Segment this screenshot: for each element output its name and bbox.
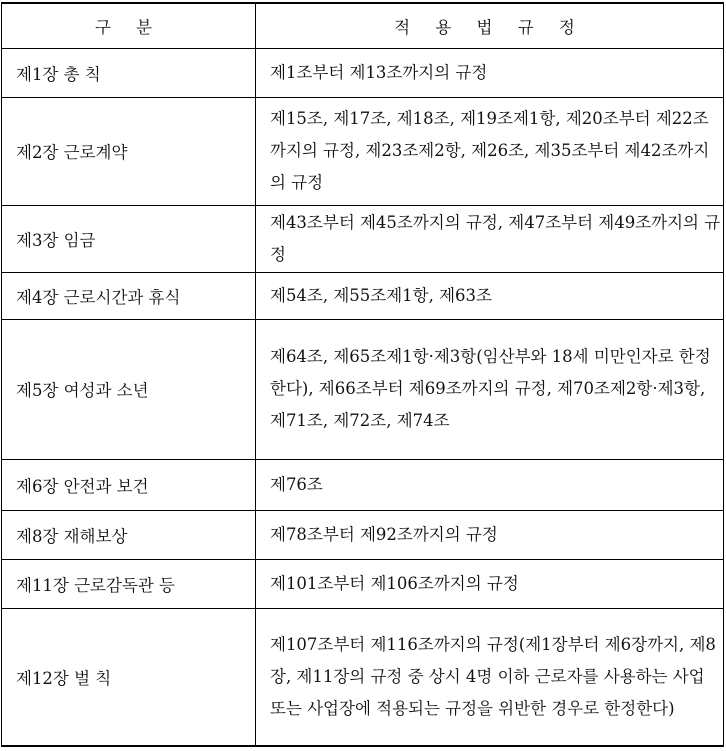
provisions-cell: 제76조: [256, 459, 724, 510]
table-row: [2, 319, 724, 459]
chapter-cell: 제3장 임금: [2, 205, 256, 272]
law-application-table-container: [1, 2, 724, 747]
chapter-cell: 제1장 총 칙: [2, 48, 256, 97]
provisions-cell: 제64조, 제65조제1항·제3항(임산부와 18세 미만인자로 한정한다), 제66조부터 제69조까지의 규정, 제70조제2항·제3항, 제71조, 제72조, 제74조: [256, 319, 724, 459]
header-applicable-provisions: 적 용 법 규 정: [256, 3, 724, 48]
provisions-cell: 제1조부터 제13조까지의 규정: [256, 48, 724, 97]
provisions-cell: 제54조, 제55조제1항, 제63조: [256, 272, 724, 319]
table-row: [2, 272, 724, 319]
chapter-cell: 제4장 근로시간과 휴식: [2, 272, 256, 319]
table-row: [2, 510, 724, 559]
provisions-cell: 제78조부터 제92조까지의 규정: [256, 510, 724, 559]
chapter-cell: 제6장 안전과 보건: [2, 459, 256, 510]
law-application-table: [1, 2, 724, 747]
header-row: [2, 3, 724, 48]
table-row: [2, 205, 724, 272]
table-row: [2, 97, 724, 205]
table-row: [2, 48, 724, 97]
provisions-cell: 제107조부터 제116조까지의 규정(제1장부터 제6장까지, 제8장, 제11장의 규정 중 상시 4명 이하 근로자를 사용하는 사업 또는 사업장에 적용되는 규정을 위반한 경우로 한정한다): [256, 608, 724, 746]
provisions-cell: 제43조부터 제45조까지의 규정, 제47조부터 제49조까지의 규정: [256, 205, 724, 272]
chapter-cell: 제12장 벌 칙: [2, 608, 256, 746]
header-category: 구 분: [2, 3, 256, 48]
chapter-cell: 제2장 근로계약: [2, 97, 256, 205]
table-row: [2, 459, 724, 510]
table-row: [2, 608, 724, 746]
chapter-cell: 제11장 근로감독관 등: [2, 559, 256, 608]
chapter-cell: 제5장 여성과 소년: [2, 319, 256, 459]
chapter-cell: 제8장 재해보상: [2, 510, 256, 559]
table-row: [2, 559, 724, 608]
provisions-cell: 제101조부터 제106조까지의 규정: [256, 559, 724, 608]
provisions-cell: 제15조, 제17조, 제18조, 제19조제1항, 제20조부터 제22조까지의 규정, 제23조제2항, 제26조, 제35조부터 제42조까지의 규정: [256, 97, 724, 205]
